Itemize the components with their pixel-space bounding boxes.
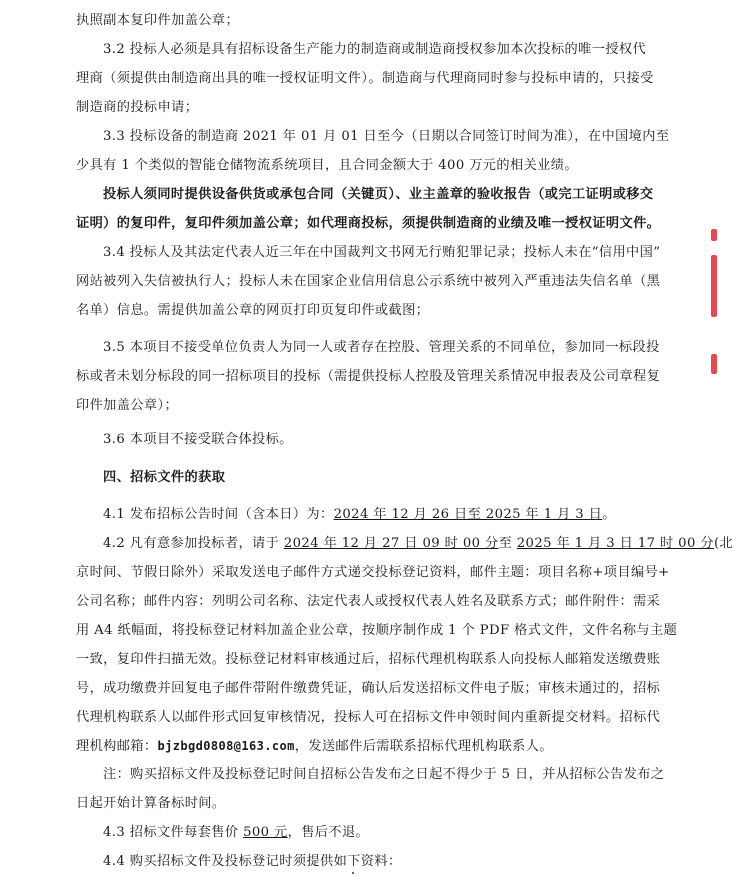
line: 3.2 投标人必须是具有招标设备生产能力的制造商或制造商授权参加本次投标的唯一授权代 [103, 42, 647, 57]
line [103, 506, 616, 524]
line: 执照副本复印件加盖公章； [76, 13, 240, 28]
line: 名单）信息。需提供加盖公章的网页打印页复印件或截图； [76, 303, 430, 318]
text: ，发送邮件后需联系招标代理机构联系人。 [294, 739, 553, 754]
line: 网站被列入失信被执行人；投标人未在国家企业信用信息公示系统中被列入严重违法失信名单（黑 [76, 274, 661, 289]
line: 注：购买招标文件及投标登记时间自招标公告发布之日起不得少于 5 日，并从招标公告发布之 [103, 767, 665, 782]
line: 京时间、节假日除外）采取发送电子邮件方式递交投标登记资料，邮件主题：项目名称+项目编号+ [76, 565, 670, 580]
line: 3.3 投标设备的制造商 2021 年 01 月 01 日至今（日期以合同签订时间为准），在中国境内至 [103, 129, 670, 144]
line: 制造商的投标申请； [76, 100, 199, 115]
line: 用 A4 纸幅面，将投标登记材料加盖企业公章，按顺序制作成 1 个 PDF 格式文件，文件名称与主题 [76, 623, 678, 638]
stamp-edge-mark [711, 229, 717, 241]
text: 至 [498, 536, 517, 551]
text: (北 [713, 536, 733, 551]
line: 3.6 本项目不接受联合体投标。 [103, 432, 293, 447]
line: 4.4 购买招标文件及投标登记时须提供如下资料： [103, 854, 402, 869]
line: 印件加盖公章）； [76, 398, 179, 413]
line: 代理机构联系人以邮件形式回复审核情况，投标人可在招标文件申领时间内重新提交材料。招标代 [76, 710, 661, 725]
text: 理机构邮箱： [76, 739, 158, 754]
text: 4.1 发布招标公告时间（含本日）为： [103, 507, 334, 522]
end-time: 2025 年 1 月 3 日 17 时 00 分 [516, 536, 714, 551]
dot [352, 872, 354, 874]
line: 少具有 1 个类似的智能仓储物流系统项目，且合同金额大于 400 万元的相关业绩。 [76, 158, 578, 173]
line: 公司名称；邮件内容：列明公司名称、法定代表人或授权代表人姓名及联系方式；邮件附件：需采 [76, 594, 661, 609]
line: 一致，复印件扫描无效。投标登记材料审核通过后，招标代理机构联系人向投标人邮箱发送缴费账 [76, 652, 661, 667]
start-time: 2024 年 12 月 27 日 09 时 00 分 [283, 536, 499, 551]
line: 日起开始计算备标时间。 [76, 796, 226, 811]
line [103, 824, 369, 842]
date-range: 2024 年 12 月 26 日至 2025 年 1 月 3 日 [333, 507, 603, 522]
line: 标或者未划分标段的同一招标项目的投标（需提供投标人控股及管理关系情况申报表及公司章程复 [76, 369, 661, 384]
line: 投标人须同时提供设备供货或承包合同（关键页）、业主盖章的验收报告（或完工证明或移交 [103, 187, 654, 202]
line [103, 535, 733, 553]
line: 3.5 本项目不接受单位负责人为同一人或者存在控股、管理关系的不同单位，参加同一标段投 [103, 340, 660, 355]
text: ，售后不退。 [287, 825, 370, 840]
stamp-edge-mark [711, 255, 717, 317]
price: 500 元 [243, 825, 288, 840]
line [76, 737, 553, 756]
text: 。 [602, 507, 616, 522]
text: 4.2 凡有意参加投标者，请于 [103, 536, 284, 551]
line: 号，成功缴费并回复电子邮件带附件缴费凭证，确认后发送招标文件电子版；审核未通过的，招标 [76, 681, 661, 696]
text: 4.3 招标文件每套售价 [103, 825, 244, 840]
line: 理商（须提供由制造商出具的唯一授权证明文件）。制造商与代理商同时参与投标申请的，只接受 [76, 71, 654, 86]
line: 证明）的复印件，复印件须加盖公章；如代理商投标，须提供制造商的业绩及唯一授权证明文件。 [76, 216, 661, 231]
section-heading: 四、招标文件的获取 [103, 470, 226, 485]
email-address: bjzbgd0808@163.com [157, 739, 295, 753]
line: 3.4 投标人及其法定代表人近三年在中国裁判文书网无行贿犯罪记录；投标人未在“信用中国” [103, 245, 661, 260]
stamp-edge-mark [711, 354, 717, 374]
